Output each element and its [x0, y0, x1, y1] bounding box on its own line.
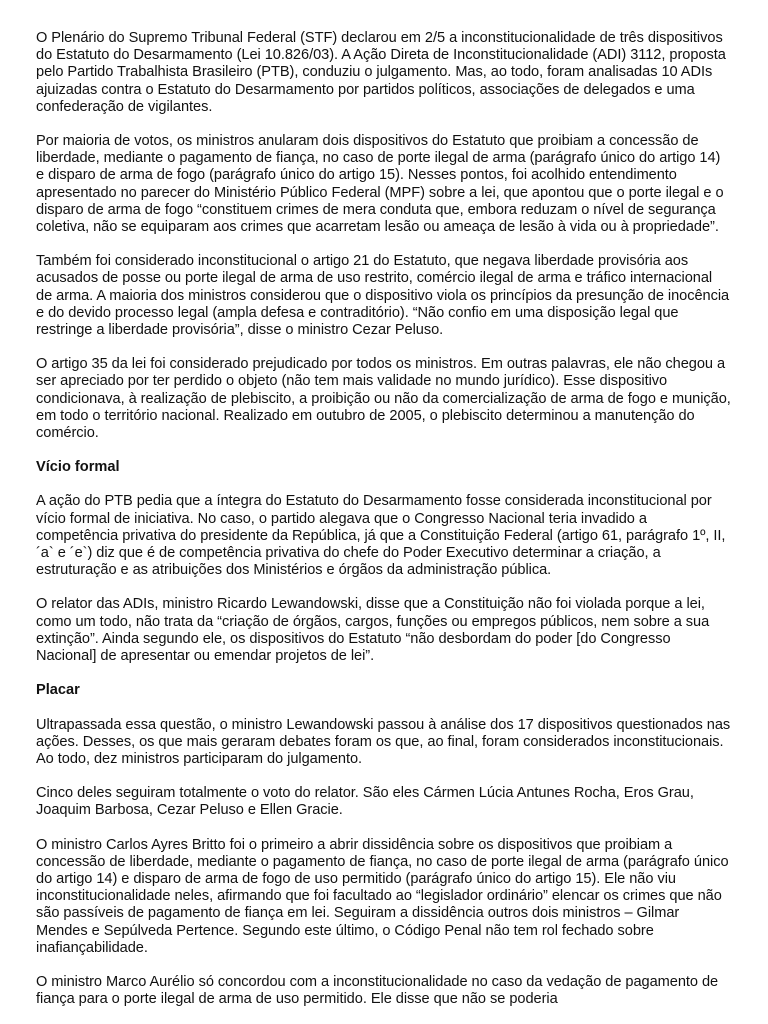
paragraph-artigo-35: O artigo 35 da lei foi considerado prejudicado por todos os ministros. Em outras palavras, ele não chegou a ser apreciado por ter perdido o objeto (não tem mais validade no mundo jurídico). Esse dispositivo condicionava, à realização de plebiscito, a proibição ou não da comercialização de arma de fogo e munição, em todo o território nacional. Realizado em outubro de 2005, o plebiscito determinou a manutenção do comércio. — [36, 356, 731, 442]
paragraph-analise: Ultrapassada essa questão, o ministro Lewandowski passou à análise dos 17 dispositivos questionados nas ações. Desses, os que mais geraram debates foram os que, ao final, foram considerados inconstitucionais. Ao todo, dez ministros participaram do julgamento. — [36, 716, 731, 767]
paragraph-dissidencia: O ministro Carlos Ayres Britto foi o primeiro a abrir dissidência sobre os dispositivos que proibiam a concessão de liberdade, mediante o pagamento de fiança, no caso de porte ilegal de arma (parágrafo único do artigo 14) e disparo de arma de fogo de uso permitido (parágrafo único do artigo 15). Ele não viu inconstitucionalidade neles, afirmando que foi facultado ao “legislador ordinário” elencar os crimes que não são passíveis de pagamento de fiança em lei. Seguiram a dissidência outros dois ministros – Gilmar Mendes e Sepúlveda Pertence. Segundo este último, o Código Penal não tem rol fechado sobre inafiançabilidade. — [36, 836, 729, 956]
paragraph-fianca: Por maioria de votos, os ministros anularam dois dispositivos do Estatuto que proibiam a concessão de liberdade, mediante o pagamento de fiança, no caso de porte ilegal de arma (parágrafo único do artigo 14) e disparo de arma de fogo (parágrafo único do artigo 15). Nesses pontos, foi acolhido entendimento apresentado no parecer do Ministério Público Federal (MPF) sobre a lei, que apontou que o porte ilegal e o disparo de arma de fogo “constituem crimes de mera conduta que, embora reduzam o nível de segurança coletiva, não se equiparam aos crimes que acarretam lesão ou ameaça de lesão à vida ou à propriedade”. — [36, 133, 724, 236]
heading-vicio-formal: Vício formal — [36, 459, 120, 476]
paragraph-cinco-ministros: Cinco deles seguiram totalmente o voto do relator. São eles Cármen Lúcia Antunes Rocha, Eros Grau, Joaquim Barbosa, Cezar Peluso e Ellen Gracie. — [36, 785, 694, 819]
paragraph-intro: O Plenário do Supremo Tribunal Federal (STF) declarou em 2/5 a inconstitucionalidade de três dispositivos do Estatuto do Desarmamento (Lei 10.826/03). A Ação Direta de Inconstitucionalidade (ADI) 3112, proposta pelo Partido Trabalhista Brasileiro (PTB), conduziu o julgamento. Mas, ao todo, foram analisadas 10 ADIs ajuizadas contra o Estatuto do Desarmamento por partidos políticos, associações de delegados e uma confederação de vigilantes. — [36, 30, 726, 115]
paragraph-relator: O relator das ADIs, ministro Ricardo Lewandowski, disse que a Constituição não foi violada porque a lei, como um todo, não trata da “criação de órgãos, cargos, funções ou empregos públicos, nem sobre a sua extinção”. Ainda segundo ele, os dispositivos do Estatuto “não desbordam do poder [do Congresso Nacional] de apresentar ou emendar projetos de lei”. — [36, 596, 710, 665]
paragraph-artigo-21: Também foi considerado inconstitucional o artigo 21 do Estatuto, que negava liberdade provisória aos acusados de posse ou porte ilegal de arma de uso restrito, comércio ilegal de arma e tráfico internacional de arma. A maioria dos ministros considerou que o dispositivo viola os princípios da presunção de inocência e do devido processo legal (ampla defesa e contraditório). “Não confio em uma disposição legal que restringe a liberdade provisória”, disse o ministro Cezar Peluso. — [36, 253, 730, 339]
paragraph-marco-aurelio: O ministro Marco Aurélio só concordou com a inconstitucionalidade no caso da vedação de pagamento de fiança para o porte ilegal de arma de uso permitido. Ele disse que não se poderia — [36, 973, 719, 1008]
heading-placar: Placar — [36, 682, 80, 699]
paragraph-acao-ptb: A ação do PTB pedia que a íntegra do Estatuto do Desarmamento fosse considerada inconstitucional por vício formal de iniciativa. No caso, o partido alegava que o Congresso Nacional teria invadido a competência privativa do presidente da República, já que a Constituição Federal (artigo 61, parágrafo 1º, II, ´a` e ´e`) diz que é de competência privativa do chefe do Poder Executivo determinar a criação, a estruturação e as atribuições dos Ministérios e órgãos da administração pública. — [36, 493, 726, 579]
